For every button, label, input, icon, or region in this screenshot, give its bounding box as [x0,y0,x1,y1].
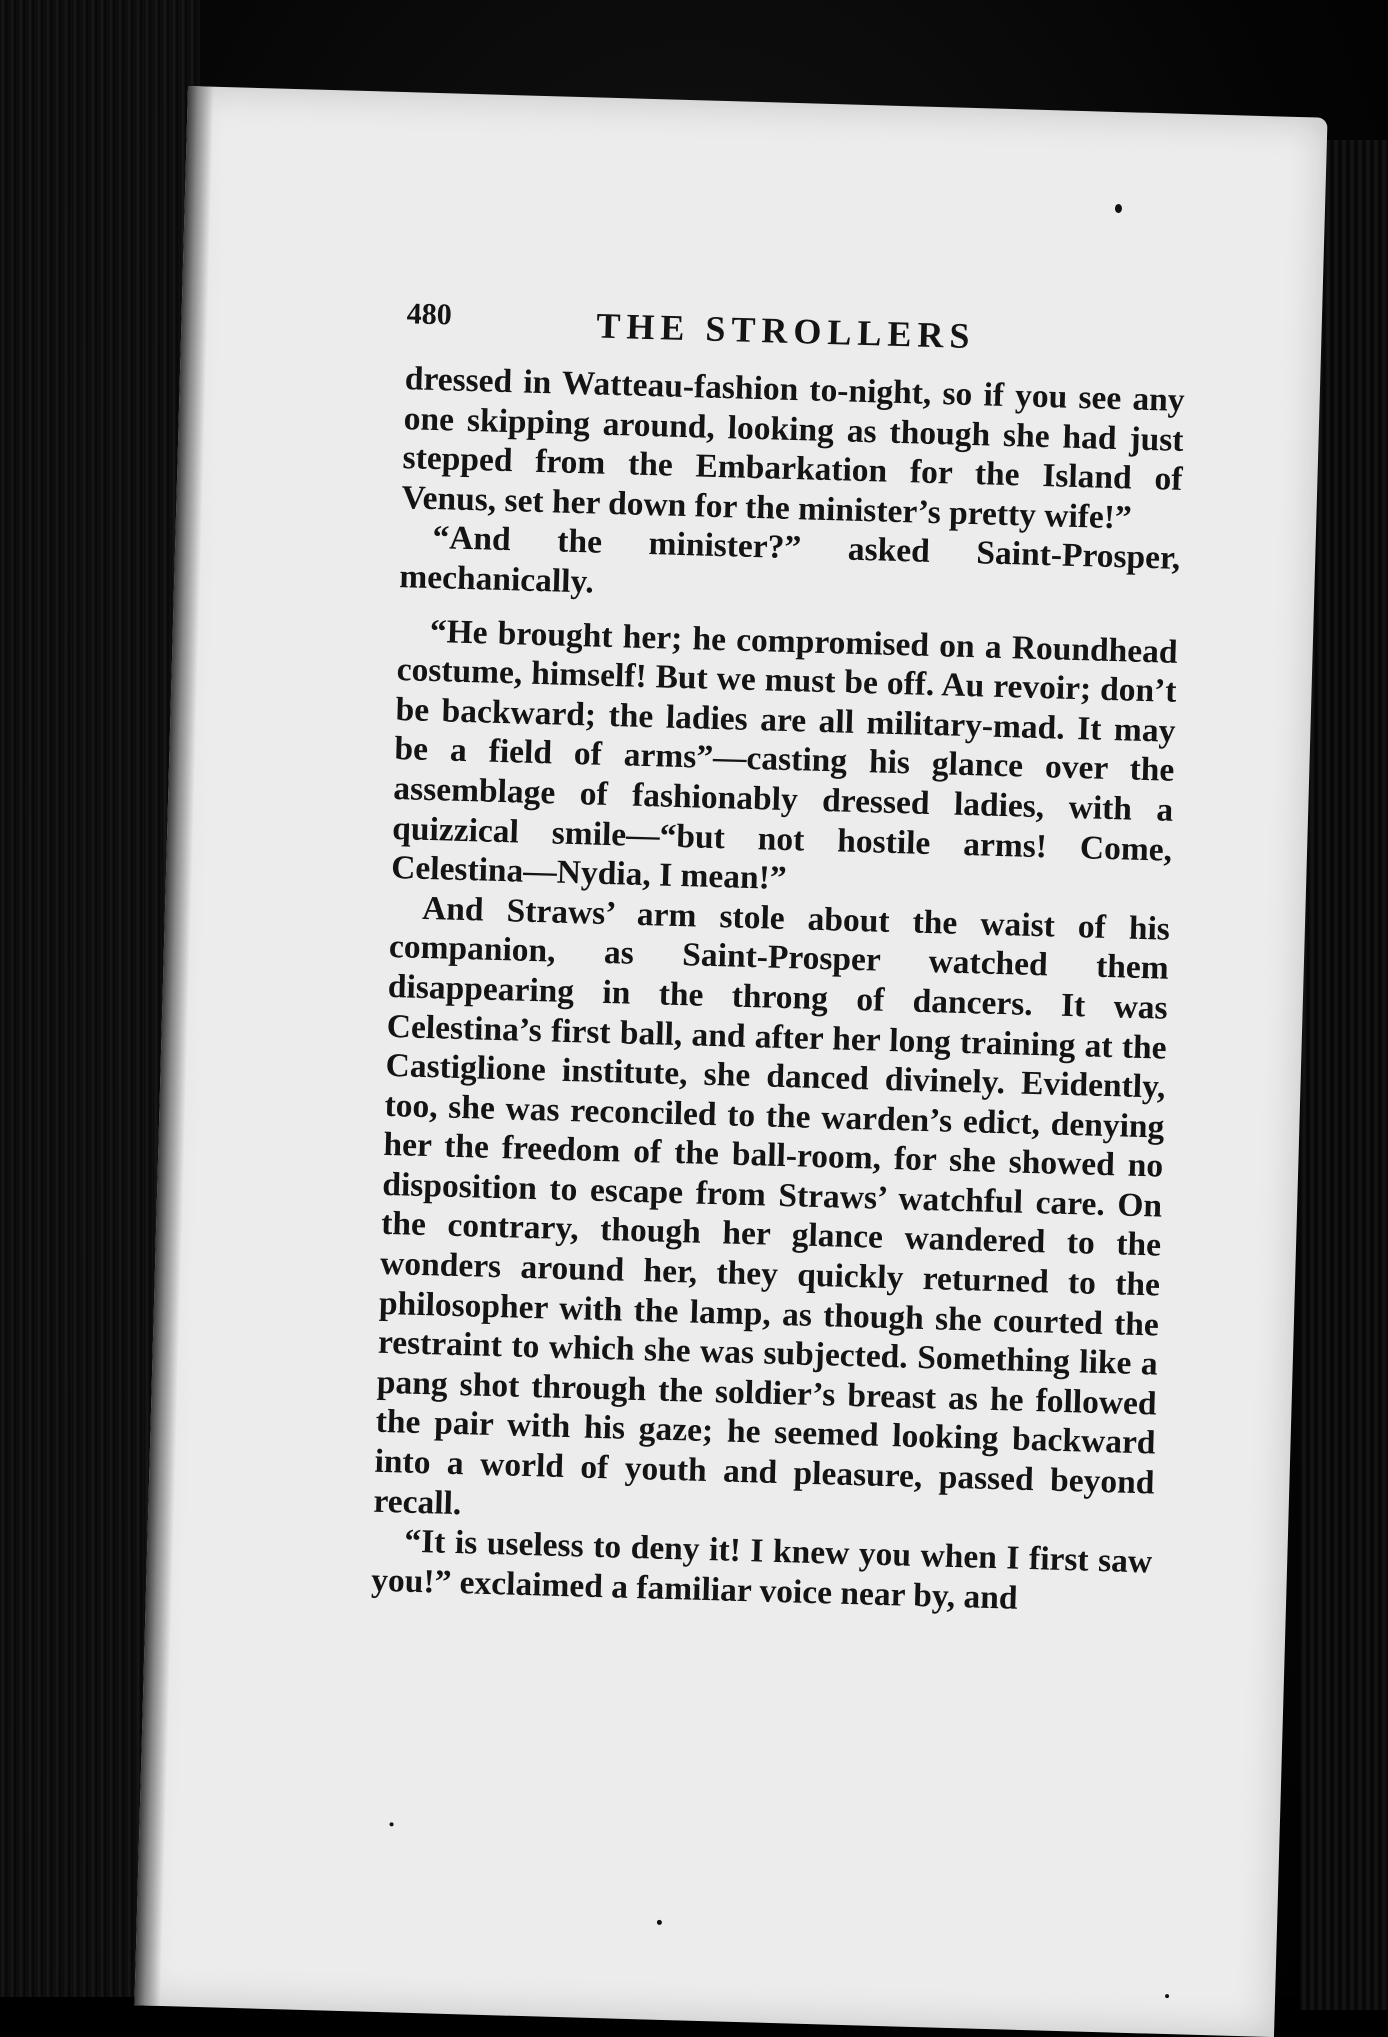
dust-speck [389,1822,393,1826]
paragraph: “He brought her; he compromised on a Roundhead costume, himself! But we must be off. Au revoir; don’t be backward; the ladies are all military-mad. It may be a field of arms”—casting his glance over the assemblage of fashionably dressed ladies, with a quizzical smile—“but not hostile arms! Come, Celestina—Nydia, I mean!” [390,612,1179,898]
book-title: THE STROLLERS [595,305,977,357]
dust-speck [1165,1994,1169,1998]
book-page [134,86,1327,2037]
paragraph: And Straws’ arm stole about the waist of his companion, as Saint-Prosper watched them disappearing in the throng of dancers. It was Celestina’s first ball, and after her long training at the Castiglione institute, she danced divinely. Evidently, too, she was reconciled to the warden’s edict, denying her the freedom of the ball-room, for she showed no disposition to escape from Straws’ watchful care. On the contrary, though her glance wandered to the wonders around her, they quickly returned to the philosopher with the lamp, as though she courted the restraint to which she was subjected. Something like a pang shot through the soldier’s breast as he followed the pair with his gaze; he seemed looking backward into a world of youth and pleasure, passed beyond recall. [373,889,1171,1522]
paragraph: “It is useless to deny it! I knew you when I first saw you!” exclaimed a familiar voice near by, and [370,1522,1153,1617]
paragraph: “And the minister?” asked Saint-Prosper, mechanically. [398,519,1181,601]
page-text-block [371,297,1187,1622]
dust-speck [657,1920,662,1925]
running-head [406,297,1187,367]
dust-speck [1115,204,1122,213]
body-text [371,359,1185,1622]
page-number: 480 [406,297,453,332]
paragraph: dressed in Watteau-fashion to-night, so if you see any one skipping around, looking as though she had just stepped from the Embarkation for the Island of Venus, set her down for the minister’s pretty wife!” [401,360,1186,537]
